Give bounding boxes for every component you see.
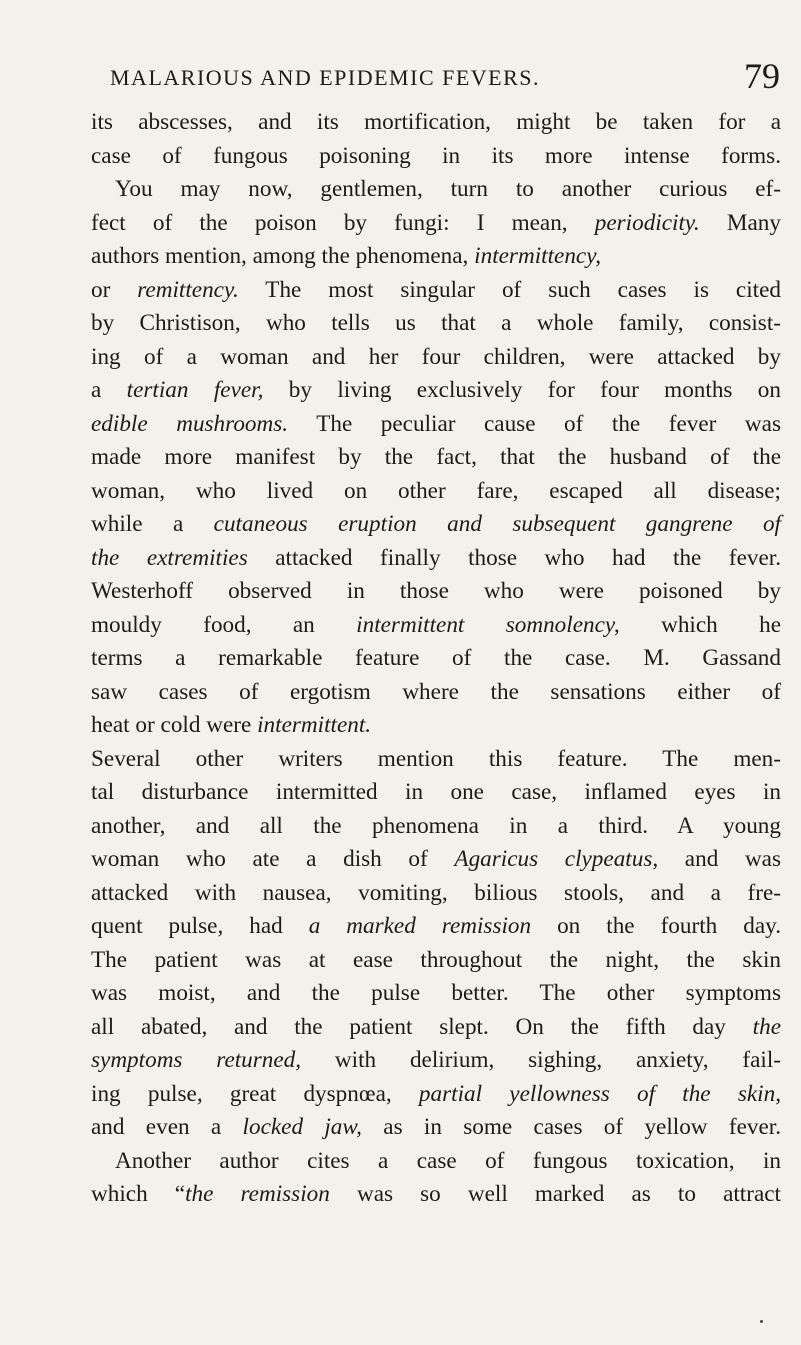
- text-run: tal disturbance intermitted in one case, inflamed eyes in: [91, 779, 781, 805]
- text-line: [91, 944, 781, 978]
- italic-run: cutaneous eruption and subsequent gangrene of: [213, 511, 781, 537]
- text-line: [91, 274, 781, 308]
- italic-run: remittency.: [137, 276, 239, 303]
- text-line: [91, 1111, 781, 1145]
- text-line: [91, 810, 781, 844]
- text-line: [91, 877, 781, 911]
- text-run: was moist, and the pulse better. The other symptoms: [91, 980, 781, 1006]
- text-run: ing pulse, great dyspnœa,: [91, 1080, 419, 1107]
- italic-run: edible mushrooms.: [91, 410, 289, 437]
- text-run: by Christison, who tells us that a whole family, consist-: [91, 310, 781, 336]
- body-text: [91, 106, 781, 1212]
- text-run: made more manifest by the fact, that the husband of the: [91, 444, 781, 470]
- text-line: [91, 1044, 781, 1078]
- text-line: [91, 1145, 781, 1179]
- page-speck: [760, 1320, 763, 1323]
- text-run: all abated, and the patient slept. On the fifth day: [91, 1013, 753, 1040]
- text-run: as in some cases of yellow fever.: [361, 1114, 782, 1140]
- text-run: ing of a woman and her four children, were attacked by: [91, 343, 781, 370]
- italic-run: a marked remission: [308, 913, 532, 939]
- text-run: You may now, gentlemen, turn to another curious ef-: [115, 176, 781, 202]
- text-line: [91, 408, 781, 442]
- text-run: and was: [658, 846, 782, 872]
- text-line: [91, 441, 781, 475]
- text-line: [91, 977, 781, 1011]
- italic-run: intermittent.: [257, 712, 372, 738]
- text-run: which he: [619, 611, 781, 638]
- text-run: Another author cites a case of fungous toxication, in: [115, 1147, 781, 1174]
- text-run: The most singular of such cases is cited: [238, 276, 781, 303]
- italic-run: the remission: [185, 1181, 330, 1207]
- text-run: attacked with nausea, vomiting, bilious stools, and a fre-: [91, 879, 781, 906]
- text-run: a: [91, 377, 127, 403]
- text-run: on the fourth day.: [531, 913, 781, 939]
- text-line: [91, 173, 781, 207]
- text-line: [91, 307, 781, 341]
- text-run: another, and all the phenomena in a third. A young: [91, 812, 781, 839]
- text-run: or: [91, 276, 138, 303]
- italic-run: intermittent somnolency,: [356, 611, 620, 638]
- text-line: [91, 106, 781, 140]
- text-line: [91, 240, 781, 274]
- text-run: which “: [91, 1181, 186, 1207]
- text-run: quent pulse, had: [91, 913, 309, 939]
- text-run: with delirium, sighing, anxiety, fail-: [301, 1047, 782, 1073]
- text-run: authors mention, among the phenomena,: [91, 243, 475, 269]
- text-line: [91, 1178, 781, 1212]
- text-run: was so well marked as to attract: [329, 1181, 782, 1207]
- text-run: The peculiar cause of the fever was: [288, 410, 781, 437]
- text-run: Westerhoff observed in those who were poisoned by: [91, 578, 781, 604]
- text-run: and even a: [91, 1114, 243, 1140]
- page-header: [80, 58, 780, 98]
- italic-run: Agaricus clypeatus,: [454, 846, 659, 872]
- italic-run: partial yellowness of the skin,: [418, 1080, 781, 1107]
- text-run: heat or cold were: [91, 712, 258, 738]
- text-run: mouldy food, an: [91, 611, 357, 638]
- text-line: [91, 575, 781, 609]
- text-run: woman, who lived on other fare, escaped all disease;: [91, 477, 781, 504]
- text-line: [91, 743, 781, 777]
- text-line: [91, 709, 781, 743]
- italic-run: the: [752, 1013, 781, 1040]
- text-run: case of fungous poisoning in its more intense forms.: [91, 142, 781, 169]
- text-run: its abscesses, and its mortification, might be taken for a: [91, 109, 781, 135]
- italic-run: locked jaw,: [242, 1114, 362, 1140]
- text-line: [91, 207, 781, 241]
- text-line: [91, 910, 781, 944]
- text-line: [91, 776, 781, 810]
- text-run: Many: [699, 209, 781, 236]
- text-run: The patient was at ease throughout the night, the skin: [91, 946, 781, 973]
- italic-run: intermittency,: [474, 243, 602, 269]
- text-line: [91, 1011, 781, 1045]
- text-line: [91, 843, 781, 877]
- text-line: [91, 642, 781, 676]
- italic-run: periodicity.: [594, 209, 700, 236]
- italic-run: symptoms returned,: [91, 1047, 302, 1073]
- text-line: [91, 475, 781, 509]
- text-line: [91, 609, 781, 643]
- text-line: [91, 1078, 781, 1112]
- page-number: 79: [744, 56, 780, 96]
- text-run: fect of the poison by fungi: I mean,: [91, 209, 595, 236]
- text-run: terms a remarkable feature of the case. M. Gassand: [91, 645, 781, 671]
- text-run: while a: [91, 511, 214, 537]
- text-line: [91, 542, 781, 576]
- text-run: saw cases of ergotism where the sensations either of: [91, 678, 781, 705]
- running-head: MALARIOUS AND EPIDEMIC FEVERS.: [110, 65, 541, 90]
- text-line: [91, 676, 781, 710]
- text-run: Several other writers mention this feature. The men-: [91, 745, 781, 772]
- italic-run: the extremities: [91, 544, 248, 571]
- text-line: [91, 508, 781, 542]
- text-run: attacked finally those who had the fever.: [247, 544, 782, 571]
- text-line: [91, 374, 781, 408]
- text-line: [91, 140, 781, 174]
- text-run: by living exclusively for four months on: [263, 377, 781, 403]
- italic-run: tertian fever,: [126, 377, 264, 403]
- text-line: [91, 341, 781, 375]
- text-run: woman who ate a dish of: [91, 846, 455, 872]
